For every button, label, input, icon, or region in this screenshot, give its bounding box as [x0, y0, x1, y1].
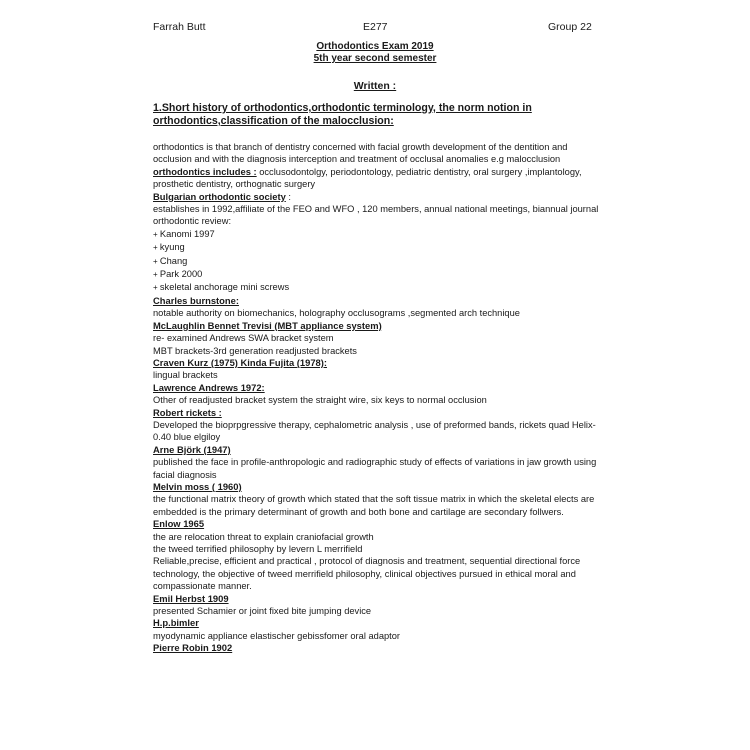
- enlow-line-3: Reliable,precise, efficient and practical , protocol of diagnosis and treatment, sequential directional force technology, the objective of tweed merrifield philosophy, clinical objectives pursued in ethical moral and compassionate manner.: [153, 556, 581, 592]
- enlow-line-2: the tweed terrified philosophy by levern L merrifield: [153, 544, 363, 554]
- group-label: Group 22: [548, 21, 592, 33]
- herbst-heading: Emil Herbst 1909: [153, 592, 229, 604]
- burnstone-text: notable authority on biomechanics, holography occlusograms ,segmented arch technique: [153, 308, 520, 319]
- andrews-text: Other of readjusted bracket system the straight wire, six keys to normal occlusion: [153, 395, 487, 406]
- list-item: + skeletal anchorage mini screws: [153, 281, 603, 294]
- student-name: Farrah Butt: [153, 21, 206, 33]
- bulgarian-text: establishes in 1992,affiliate of the FEO and WFO , 120 members, annual national meetings, biannual journal orthodontic review:: [153, 204, 599, 227]
- mbt-line-1: re- examined Andrews SWA bracket system: [153, 333, 334, 344]
- bjork-text: published the face in profile-anthropologic and radiographic study of effects of variations in jaw growth using facial diagnosis: [153, 457, 597, 480]
- andrews-heading: Lawrence Andrews 1972:: [153, 381, 265, 393]
- enlow-line-1: the are relocation threat to explain craniofacial growth: [153, 531, 374, 542]
- exam-title: Orthodontics Exam 2019: [316, 41, 434, 52]
- list-item: + Park 2000: [153, 268, 603, 281]
- bimler-text: myodynamic appliance elastischer gebissfomer oral adaptor: [153, 630, 401, 641]
- mbt-line-2: MBT brackets-3rd generation readjusted brackets: [153, 345, 357, 356]
- section-heading-written: Written :: [353, 80, 397, 92]
- intro-paragraph: orthodontics is that branch of dentistry concerned with facial growth development of the dentition and occlusion and with the diagnosis interception and treatment of occlusal anomalies e.g malocclusion: [153, 142, 568, 165]
- rickets-text: Developed the bioprpgressive therapy, cephalometric analysis , use of preformed bands, rickets quad Helix-0.40 blue elgiloy: [153, 419, 596, 443]
- robin-heading: Pierre Robin 1902: [153, 642, 233, 654]
- bulgarian-colon: :: [285, 191, 291, 202]
- includes-text: occlusodontolgy, periodontology, pediatric dentistry, oral surgery ,implantology, prosthetic dentistry, orthognatic surgery: [153, 166, 582, 190]
- list-item: + Kanomi 1997: [153, 228, 603, 241]
- list-item: + Chang: [153, 255, 603, 268]
- semester-title: 5th year second semester: [313, 53, 437, 64]
- rickets-heading: Robert rickets :: [153, 406, 222, 418]
- bullet-list: [153, 228, 603, 295]
- document-body: [153, 102, 603, 655]
- herbst-text: presented Schamier or joint fixed bite jumping device: [153, 606, 372, 617]
- moss-heading: Melvin moss ( 1960): [153, 480, 242, 492]
- student-code: E277: [363, 21, 388, 33]
- kurz-text: lingual brackets: [153, 370, 218, 381]
- bimler-heading: H.p.bimler: [153, 617, 199, 629]
- bjork-heading: Arne Björk (1947): [153, 443, 231, 455]
- enlow-heading: Enlow 1965: [153, 518, 205, 530]
- question-title: 1.Short history of orthodontics,orthodontic terminology, the norm notion in orthodontics,classification of the malocclusion:: [153, 102, 532, 127]
- includes-heading: orthodontics includes :: [153, 165, 257, 177]
- includes-paragraph: [153, 166, 603, 191]
- mbt-heading: McLaughlin Bennet Trevisi (MBT appliance system): [153, 319, 382, 331]
- list-item: + kyung: [153, 241, 603, 254]
- bulgarian-heading: Bulgarian orthodontic society: [153, 190, 286, 202]
- kurz-heading: Craven Kurz (1975) Kinda Fujita (1978):: [153, 356, 328, 368]
- bulgarian-heading-line: [153, 191, 603, 203]
- burnstone-heading: Charles burnstone:: [153, 294, 239, 306]
- moss-text: the functional matrix theory of growth which stated that the soft tissue matrix in which the skeletal elects are embedded is the primary determinant of growth and both bone and cartilage are secondary follwers.: [153, 494, 595, 517]
